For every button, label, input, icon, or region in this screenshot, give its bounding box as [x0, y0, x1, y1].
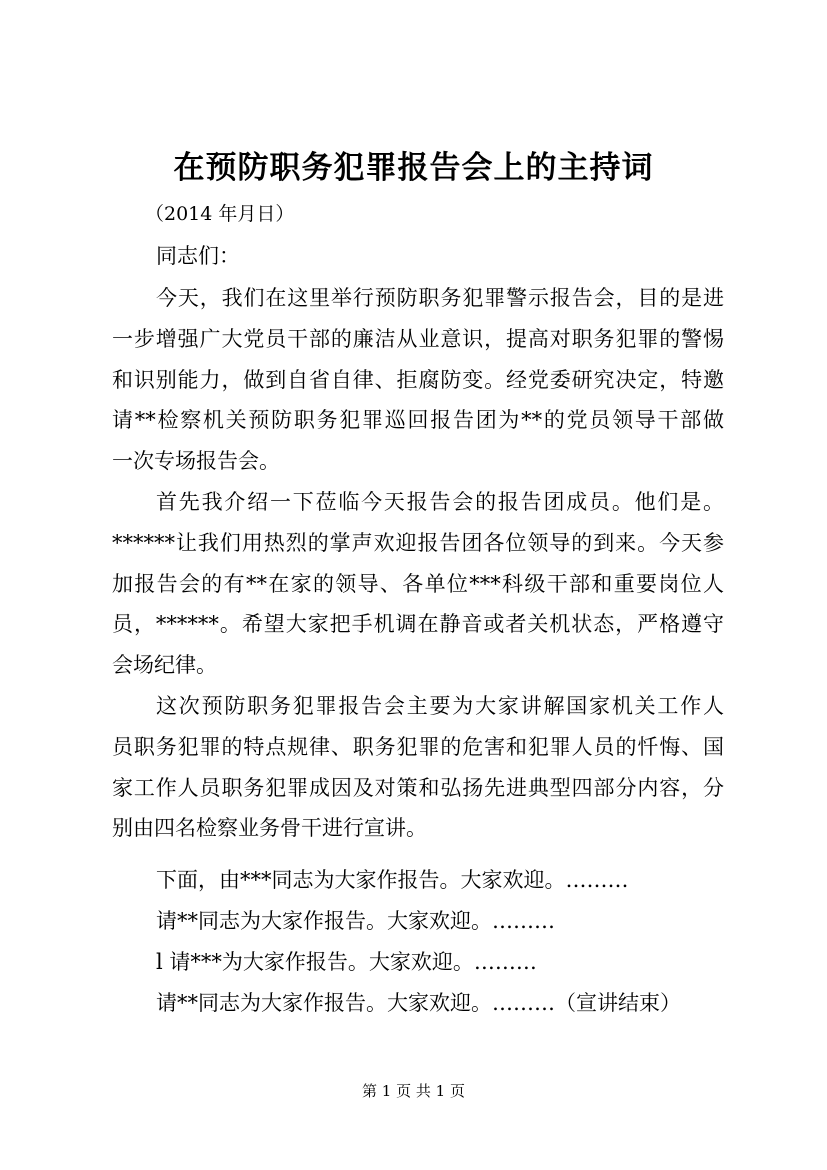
page-footer: 第 1 页 共 1 页 — [362, 1082, 465, 1100]
paragraph-line: 和识别能力，做到自省自律、拒腐防变。经党委研究决定，特邀 — [112, 367, 724, 392]
paragraph-2 — [112, 486, 724, 690]
paragraph-line: 别由四名检察业务骨干进行宣讲。 — [112, 816, 427, 841]
paragraph-3 — [112, 690, 724, 853]
paragraph-line: 加报告会的有**在家的领导、各单位***科级干部和重要岗位人 — [112, 571, 724, 596]
paragraph-line: 请**检察机关预防职务犯罪巡回报告团为**的党员领导干部做 — [112, 408, 724, 433]
paragraph-line: 一次专场报告会。 — [112, 449, 280, 474]
paragraph-line: 员，******。希望大家把手机调在静音或者关机状态，严格遵守 — [112, 612, 724, 637]
paragraph-1 — [112, 282, 724, 486]
paragraph-line: 员职务犯罪的特点规律、职务犯罪的危害和犯罪人员的忏悔、国 — [112, 734, 724, 759]
schedule-line-1: 下面，由***同志为大家作报告。大家欢迎。……… — [156, 868, 629, 892]
paragraph-line: 一步增强广大党员干部的廉洁从业意识，提高对职务犯罪的警惕 — [112, 326, 724, 351]
paragraph-line: 家工作人员职务犯罪成因及对策和弘扬先进典型四部分内容，分 — [112, 775, 724, 800]
paragraph-line: ******让我们用热烈的掌声欢迎报告团各位领导的到来。今天参 — [112, 530, 724, 555]
schedule-line-3: l 请***为大家作报告。大家欢迎。……… — [156, 950, 537, 974]
document-date: （2014 年月日） — [145, 203, 295, 225]
greeting: 同志们： — [156, 244, 240, 268]
schedule-line-2: 请**同志为大家作报告。大家欢迎。……… — [156, 909, 555, 933]
paragraph-line: 这次预防职务犯罪报告会主要为大家讲解国家机关工作人 — [156, 694, 724, 718]
document-title: 在预防职务犯罪报告会上的主持词 — [173, 150, 654, 186]
paragraph-line: 首先我介绍一下莅临今天报告会的报告团成员。他们是。 — [156, 490, 724, 514]
paragraph-line: 会场纪律。 — [112, 653, 217, 678]
paragraph-line: 今天，我们在这里举行预防职务犯罪警示报告会，目的是进 — [156, 286, 724, 310]
schedule-line-4: 请**同志为大家作报告。大家欢迎。………（宣讲结束） — [156, 991, 681, 1015]
